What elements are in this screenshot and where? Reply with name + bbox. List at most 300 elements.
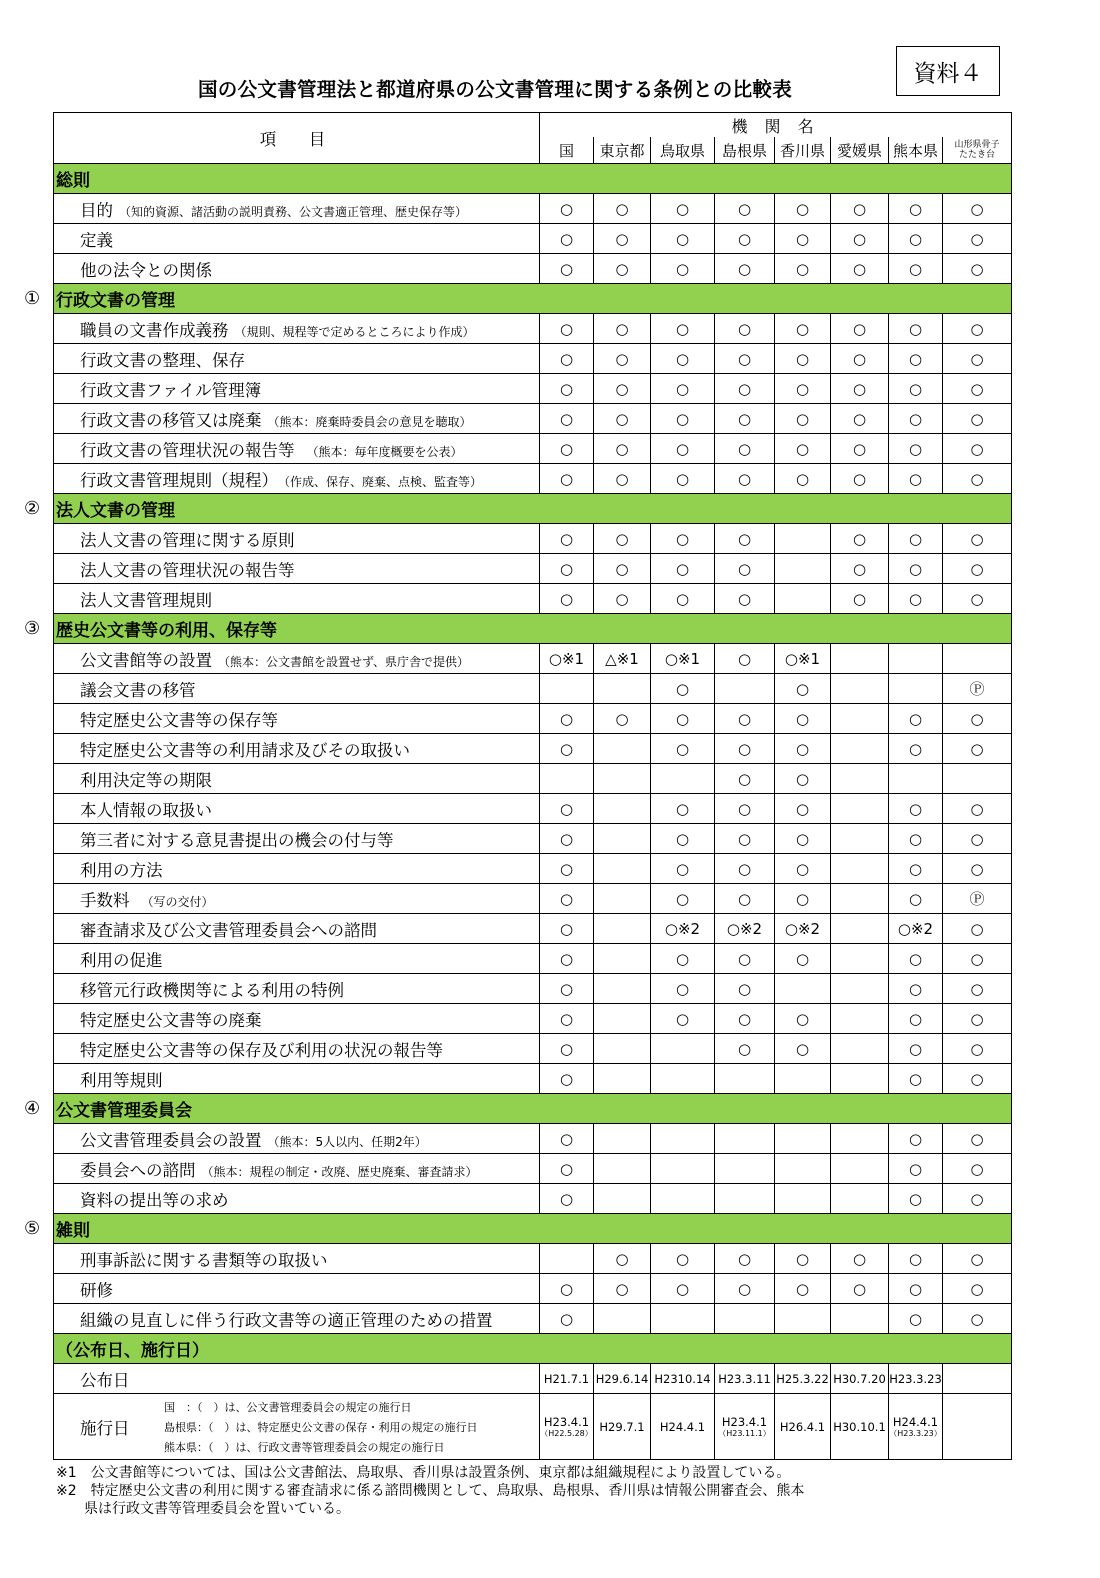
mark-cell	[889, 764, 943, 794]
enforcement-date: H23.4.1	[543, 1415, 590, 1429]
mark-cell: ○	[594, 704, 651, 734]
mark-cell: ○	[889, 1124, 943, 1154]
mark-cell	[775, 1304, 831, 1334]
row-label-cell	[54, 944, 540, 974]
document-label: 資料４	[896, 46, 1000, 96]
table-row	[54, 1004, 1012, 1034]
mark-cell	[715, 674, 775, 704]
row-label: 特定歴史公文書等の保存及び利用の状況の報告等	[80, 1040, 443, 1060]
header-col-kuni: 国	[540, 137, 594, 164]
section-header	[24, 1214, 1012, 1244]
promulgation-date: H23.3.23	[889, 1364, 943, 1394]
mark-cell: ○	[943, 824, 1012, 854]
mark-cell: ○	[540, 1274, 594, 1304]
mark-cell: ○	[715, 524, 775, 554]
mark-cell	[831, 1034, 889, 1064]
mark-cell: ○	[715, 254, 775, 284]
mark-cell: ○	[651, 434, 715, 464]
row-label: 特定歴史公文書等の廃棄	[80, 1010, 262, 1030]
row-label: 特定歴史公文書等の保存等	[80, 710, 278, 730]
mark-cell: ○	[715, 554, 775, 584]
mark-cell: ○	[889, 1154, 943, 1184]
mark-cell: ○	[889, 1184, 943, 1214]
mark-cell: ○	[889, 434, 943, 464]
header-col-kagawa: 香川県	[775, 137, 831, 164]
mark-cell: ○	[943, 194, 1012, 224]
mark-cell: ○	[831, 524, 889, 554]
mark-cell: ○	[651, 1244, 715, 1274]
mark-cell: ○	[715, 344, 775, 374]
section-row	[54, 164, 1012, 194]
table-row	[54, 434, 1012, 464]
mark-cell: ○	[715, 644, 775, 674]
mark-cell: ○	[889, 734, 943, 764]
promulgation-date: H23.3.11	[715, 1364, 775, 1394]
mark-cell: ○	[540, 854, 594, 884]
mark-cell: ○※1	[540, 644, 594, 674]
row-label-cell	[54, 314, 540, 344]
enforcement-date: H23.4.1	[721, 1415, 768, 1429]
mark-cell	[831, 644, 889, 674]
mark-cell	[775, 554, 831, 584]
mark-cell: ○	[594, 1274, 651, 1304]
mark-cell: ○	[775, 314, 831, 344]
enforcement-date-cell	[651, 1394, 715, 1460]
mark-cell: ○	[651, 464, 715, 494]
mark-cell: ○	[540, 464, 594, 494]
section-header	[24, 284, 1012, 314]
row-label: 他の法令との関係	[80, 260, 212, 280]
section-header	[54, 164, 1012, 194]
mark-cell	[715, 1304, 775, 1334]
mark-cell: ○	[775, 224, 831, 254]
mark-cell	[831, 1064, 889, 1094]
mark-cell: ○	[651, 314, 715, 344]
mark-cell: ○	[831, 314, 889, 344]
table-row	[54, 914, 1012, 944]
mark-cell: ○	[943, 1304, 1012, 1334]
header-col-shimane: 島根県	[715, 137, 775, 164]
mark-cell: ○	[831, 224, 889, 254]
mark-cell: ○	[715, 374, 775, 404]
mark-cell: ○	[540, 824, 594, 854]
mark-cell	[775, 1154, 831, 1184]
row-label: 特定歴史公文書等の利用請求及びその取扱い	[80, 740, 410, 760]
mark-cell: ○	[540, 734, 594, 764]
table-row	[54, 584, 1012, 614]
mark-cell	[943, 764, 1012, 794]
mark-cell	[775, 524, 831, 554]
row-label-cell	[54, 434, 540, 464]
mark-cell: ○	[775, 344, 831, 374]
table-row	[54, 194, 1012, 224]
table-row	[54, 224, 1012, 254]
mark-cell: ○	[831, 434, 889, 464]
row-label-cell	[54, 554, 540, 584]
mark-cell: ○	[715, 704, 775, 734]
mark-cell: ○	[540, 344, 594, 374]
section-row	[54, 284, 1012, 314]
enforcement-label-cell	[54, 1394, 540, 1460]
mark-cell: ○	[651, 734, 715, 764]
mark-cell: ○	[889, 374, 943, 404]
mark-cell	[831, 674, 889, 704]
mark-cell: ○	[540, 404, 594, 434]
mark-cell: ○	[651, 1004, 715, 1034]
mark-cell: ○	[594, 344, 651, 374]
section-row	[54, 1214, 1012, 1244]
mark-cell: ○	[943, 584, 1012, 614]
mark-cell: ○	[943, 1064, 1012, 1094]
mark-cell: ○	[540, 374, 594, 404]
mark-cell: ○※2	[651, 914, 715, 944]
mark-cell: ○	[889, 1034, 943, 1064]
mark-cell: ○	[943, 704, 1012, 734]
table-row	[54, 314, 1012, 344]
header-col-yamagata: 山形県骨子 たたき台	[943, 137, 1012, 164]
mark-cell: ○	[715, 974, 775, 1004]
mark-cell: ○	[594, 404, 651, 434]
mark-cell: ○	[540, 1124, 594, 1154]
mark-cell: ○	[943, 254, 1012, 284]
promulgation-date: H25.3.22	[775, 1364, 831, 1394]
header-col-tokyo: 東京都	[594, 137, 651, 164]
row-note: （知的資源、諸活動の説明責務、公文書適正管理、歴史保存等）	[119, 204, 468, 219]
enforcement-notes	[164, 1398, 478, 1458]
row-label-cell	[54, 1064, 540, 1094]
mark-cell: ○	[889, 314, 943, 344]
row-note: （熊本：規程の制定・改廃、歴史廃棄、審査請求）	[201, 1164, 478, 1179]
mark-cell: ○	[715, 794, 775, 824]
mark-cell	[831, 734, 889, 764]
mark-cell: ○	[651, 1274, 715, 1304]
mark-cell	[594, 1154, 651, 1184]
promulgation-label: 公布日	[54, 1364, 540, 1394]
table-row	[54, 884, 1012, 914]
section-row-dates	[54, 1334, 1012, 1364]
mark-cell: ○	[540, 884, 594, 914]
row-label: 定義	[80, 230, 113, 250]
promulgation-row	[54, 1364, 1012, 1394]
mark-cell: ○	[943, 404, 1012, 434]
enforcement-date-cell	[943, 1394, 1012, 1460]
section-header	[24, 614, 1012, 644]
mark-cell: ○	[943, 914, 1012, 944]
section-title: 総則	[56, 171, 90, 191]
mark-cell: ○	[715, 1244, 775, 1274]
mark-cell: ○	[943, 734, 1012, 764]
mark-cell	[594, 854, 651, 884]
mark-cell: ○※2	[775, 914, 831, 944]
mark-cell	[831, 854, 889, 884]
mark-cell	[594, 914, 651, 944]
mark-cell: ○	[594, 374, 651, 404]
mark-cell: ○	[943, 554, 1012, 584]
mark-cell: ○	[775, 884, 831, 914]
promulgation-date: H29.6.14	[594, 1364, 651, 1394]
row-label: 本人情報の取扱い	[80, 800, 212, 820]
row-label: 行政文書管理規則（規程）	[80, 470, 278, 490]
mark-cell: ○	[943, 1274, 1012, 1304]
mark-cell: ○	[540, 254, 594, 284]
mark-cell: ○	[651, 824, 715, 854]
mark-cell: ○	[943, 1034, 1012, 1064]
table-row	[54, 674, 1012, 704]
row-label: 行政文書の整理、保存	[80, 350, 245, 370]
row-label-cell	[54, 974, 540, 1004]
section-header	[24, 1094, 1012, 1124]
mark-cell: ○	[715, 434, 775, 464]
header-col-ehime: 愛媛県	[831, 137, 889, 164]
footnote-1: ※1 公文書館等については、国は公文書館法、鳥取県、香川県は設置条例、東京都は組織規程により設置している。	[56, 1465, 791, 1481]
mark-cell	[651, 1064, 715, 1094]
row-label: 公文書管理委員会の設置	[80, 1130, 262, 1150]
table-row	[54, 854, 1012, 884]
mark-cell: ○	[540, 524, 594, 554]
row-label-cell	[54, 1244, 540, 1274]
section-header	[24, 494, 1012, 524]
mark-cell: ○	[775, 1034, 831, 1064]
mark-cell: ○	[651, 974, 715, 1004]
table-row	[54, 1124, 1012, 1154]
mark-cell	[831, 704, 889, 734]
mark-cell: ○	[775, 1244, 831, 1274]
mark-cell: ○	[831, 584, 889, 614]
section-title: 法人文書の管理	[56, 501, 175, 521]
section-number: ③	[24, 618, 41, 639]
mark-cell	[889, 644, 943, 674]
mark-cell	[594, 734, 651, 764]
mark-cell: ○	[775, 374, 831, 404]
mark-cell: ○	[775, 674, 831, 704]
mark-cell	[715, 1154, 775, 1184]
mark-cell: ○	[943, 854, 1012, 884]
table-row	[54, 824, 1012, 854]
section-title: （公布日、施行日）	[56, 1341, 209, 1361]
comparison-table	[24, 112, 1012, 1460]
row-note: （熊本：廃棄時委員会の意見を聴取）	[267, 414, 472, 429]
table-row	[54, 1184, 1012, 1214]
mark-cell: ○	[831, 194, 889, 224]
row-label-cell	[54, 524, 540, 554]
mark-cell: ○	[594, 224, 651, 254]
enforcement-date-cell	[715, 1394, 775, 1460]
row-label: 法人文書管理規則	[80, 590, 212, 610]
row-label-cell	[54, 1304, 540, 1334]
page-title: 国の公文書管理法と都道府県の公文書管理に関する条例との比較表	[198, 78, 792, 101]
mark-cell: ○	[651, 254, 715, 284]
mark-cell: ○	[775, 944, 831, 974]
mark-cell: ○	[943, 344, 1012, 374]
mark-cell: ○	[540, 1304, 594, 1334]
enforcement-note: 熊本県：（ ）は、行政文書等管理委員会の規定の施行日	[164, 1441, 445, 1454]
mark-cell: ○	[889, 794, 943, 824]
mark-cell: ○	[831, 404, 889, 434]
mark-cell: ○	[943, 974, 1012, 1004]
mark-cell: ○	[889, 884, 943, 914]
mark-cell: ○	[889, 464, 943, 494]
row-label-cell	[54, 404, 540, 434]
mark-cell	[594, 884, 651, 914]
enforcement-date: H26.4.1	[779, 1419, 826, 1434]
mark-cell	[540, 1244, 594, 1274]
mark-cell: ○	[943, 1244, 1012, 1274]
mark-cell	[594, 1184, 651, 1214]
mark-cell: ○	[540, 1184, 594, 1214]
mark-cell	[831, 1004, 889, 1034]
mark-cell: ○	[540, 914, 594, 944]
header-agency-group: 機 関 名	[540, 113, 1012, 138]
section-header	[54, 1334, 1012, 1364]
enforcement-date-sub: （H23.11.1）	[718, 1429, 771, 1438]
section-number: ①	[24, 288, 41, 309]
mark-cell: ○	[594, 584, 651, 614]
mark-cell	[775, 584, 831, 614]
enforcement-note: 島根県：（ ）は、特定歴史公文書の保存・利用の規定の施行日	[164, 1421, 478, 1434]
header-row-1	[54, 113, 1012, 138]
row-note: （熊本：5人以内、任期2年）	[267, 1134, 427, 1149]
mark-cell	[943, 644, 1012, 674]
mark-cell: ○	[943, 524, 1012, 554]
mark-cell: ○	[831, 464, 889, 494]
mark-cell: ○	[651, 794, 715, 824]
mark-cell: ○	[775, 734, 831, 764]
row-label: 資料の提出等の求め	[80, 1190, 229, 1210]
row-label-cell	[54, 1184, 540, 1214]
mark-cell	[651, 1034, 715, 1064]
row-note: （熊本：公文書館を設置せず、県庁舎で提供）	[218, 654, 470, 669]
row-label: 利用決定等の期限	[80, 770, 212, 790]
mark-cell	[651, 1124, 715, 1154]
mark-cell: ○	[943, 1004, 1012, 1034]
table-body	[24, 113, 1012, 1460]
mark-cell	[594, 824, 651, 854]
enforcement-date-cell	[889, 1394, 943, 1460]
row-label: 職員の文書作成義務	[80, 320, 229, 340]
mark-cell	[594, 794, 651, 824]
row-label: 研修	[80, 1280, 113, 1300]
mark-cell: ○	[943, 434, 1012, 464]
enforcement-date: H30.10.1	[833, 1419, 886, 1434]
mark-cell: ○	[775, 434, 831, 464]
section-title: 行政文書の管理	[56, 291, 175, 311]
header-col-tottori: 鳥取県	[651, 137, 715, 164]
mark-cell	[831, 824, 889, 854]
row-label-cell	[54, 644, 540, 674]
mark-cell: ○	[540, 974, 594, 1004]
enforcement-date: H24.4.1	[892, 1415, 939, 1429]
mark-cell	[775, 974, 831, 1004]
mark-cell: ○	[775, 1004, 831, 1034]
mark-cell: ○	[831, 374, 889, 404]
mark-cell: ○	[889, 1244, 943, 1274]
mark-cell: ○	[889, 224, 943, 254]
table-row	[54, 554, 1012, 584]
mark-cell	[831, 884, 889, 914]
row-note: （規則、規程等で定めるところにより作成）	[234, 324, 475, 339]
mark-cell	[594, 1124, 651, 1154]
mark-cell: ○	[715, 314, 775, 344]
mark-cell	[831, 764, 889, 794]
table-row	[54, 764, 1012, 794]
mark-cell: Ⓟ	[943, 674, 1012, 704]
row-label: 組織の見直しに伴う行政文書等の適正管理のための措置	[80, 1310, 493, 1330]
mark-cell	[831, 974, 889, 1004]
mark-cell: ○	[889, 1004, 943, 1034]
mark-cell	[594, 1304, 651, 1334]
mark-cell	[540, 674, 594, 704]
mark-cell: ○※2	[715, 914, 775, 944]
mark-cell: ○	[715, 464, 775, 494]
row-label-cell	[54, 464, 540, 494]
header-item: 項 目	[54, 113, 540, 164]
mark-cell	[594, 944, 651, 974]
table-row	[54, 1304, 1012, 1334]
section-number: ④	[24, 1098, 41, 1119]
mark-cell: ○	[594, 464, 651, 494]
mark-cell: ○	[889, 554, 943, 584]
mark-cell: ○	[594, 554, 651, 584]
mark-cell	[831, 914, 889, 944]
enforcement-date-cell	[831, 1394, 889, 1460]
mark-cell: ○	[831, 344, 889, 374]
row-label-cell	[54, 1004, 540, 1034]
mark-cell: ○	[889, 1064, 943, 1094]
row-label-cell	[54, 344, 540, 374]
mark-cell	[651, 1154, 715, 1184]
row-label-cell	[54, 1274, 540, 1304]
mark-cell	[540, 764, 594, 794]
mark-cell: ○	[540, 224, 594, 254]
mark-cell: ○	[775, 854, 831, 884]
table-row	[54, 374, 1012, 404]
mark-cell: ○	[715, 854, 775, 884]
row-label: 法人文書の管理状況の報告等	[80, 560, 295, 580]
mark-cell: ○	[540, 584, 594, 614]
row-label-cell	[54, 1154, 540, 1184]
mark-cell: ○	[943, 944, 1012, 974]
mark-cell: ○	[889, 974, 943, 1004]
mark-cell: ○	[943, 374, 1012, 404]
mark-cell: ○	[775, 254, 831, 284]
mark-cell: ○	[943, 1124, 1012, 1154]
row-label-cell	[54, 254, 540, 284]
section-title: 公文書管理委員会	[56, 1101, 192, 1121]
mark-cell: ○	[540, 1004, 594, 1034]
mark-cell: ○	[889, 854, 943, 884]
table-row	[54, 644, 1012, 674]
row-label-cell	[54, 1034, 540, 1064]
footnote-2-cont: 県は行政文書等管理委員会を置いている。	[84, 1501, 350, 1517]
mark-cell: ○	[594, 254, 651, 284]
section-title: 歴史公文書等の利用、保存等	[56, 621, 277, 641]
promulgation-date	[943, 1364, 1012, 1394]
table-row	[54, 974, 1012, 1004]
enforcement-date-sub: （H23.3.23）	[889, 1429, 942, 1438]
mark-cell: ○	[715, 944, 775, 974]
enforcement-row	[54, 1394, 1012, 1460]
mark-cell	[889, 674, 943, 704]
mark-cell: ○	[540, 554, 594, 584]
row-label-cell	[54, 764, 540, 794]
footnote-2: ※2 特定歴史公文書の利用に関する審査請求に係る諮問機関として、鳥取県、島根県、香川県は情報公開審査会、熊本	[56, 1483, 805, 1499]
mark-cell: ○	[540, 1064, 594, 1094]
mark-cell	[715, 1064, 775, 1094]
row-label: 議会文書の移管	[80, 680, 196, 700]
mark-cell: ○	[775, 794, 831, 824]
mark-cell: ○	[651, 704, 715, 734]
comparison-table-wrapper	[24, 112, 1011, 1460]
